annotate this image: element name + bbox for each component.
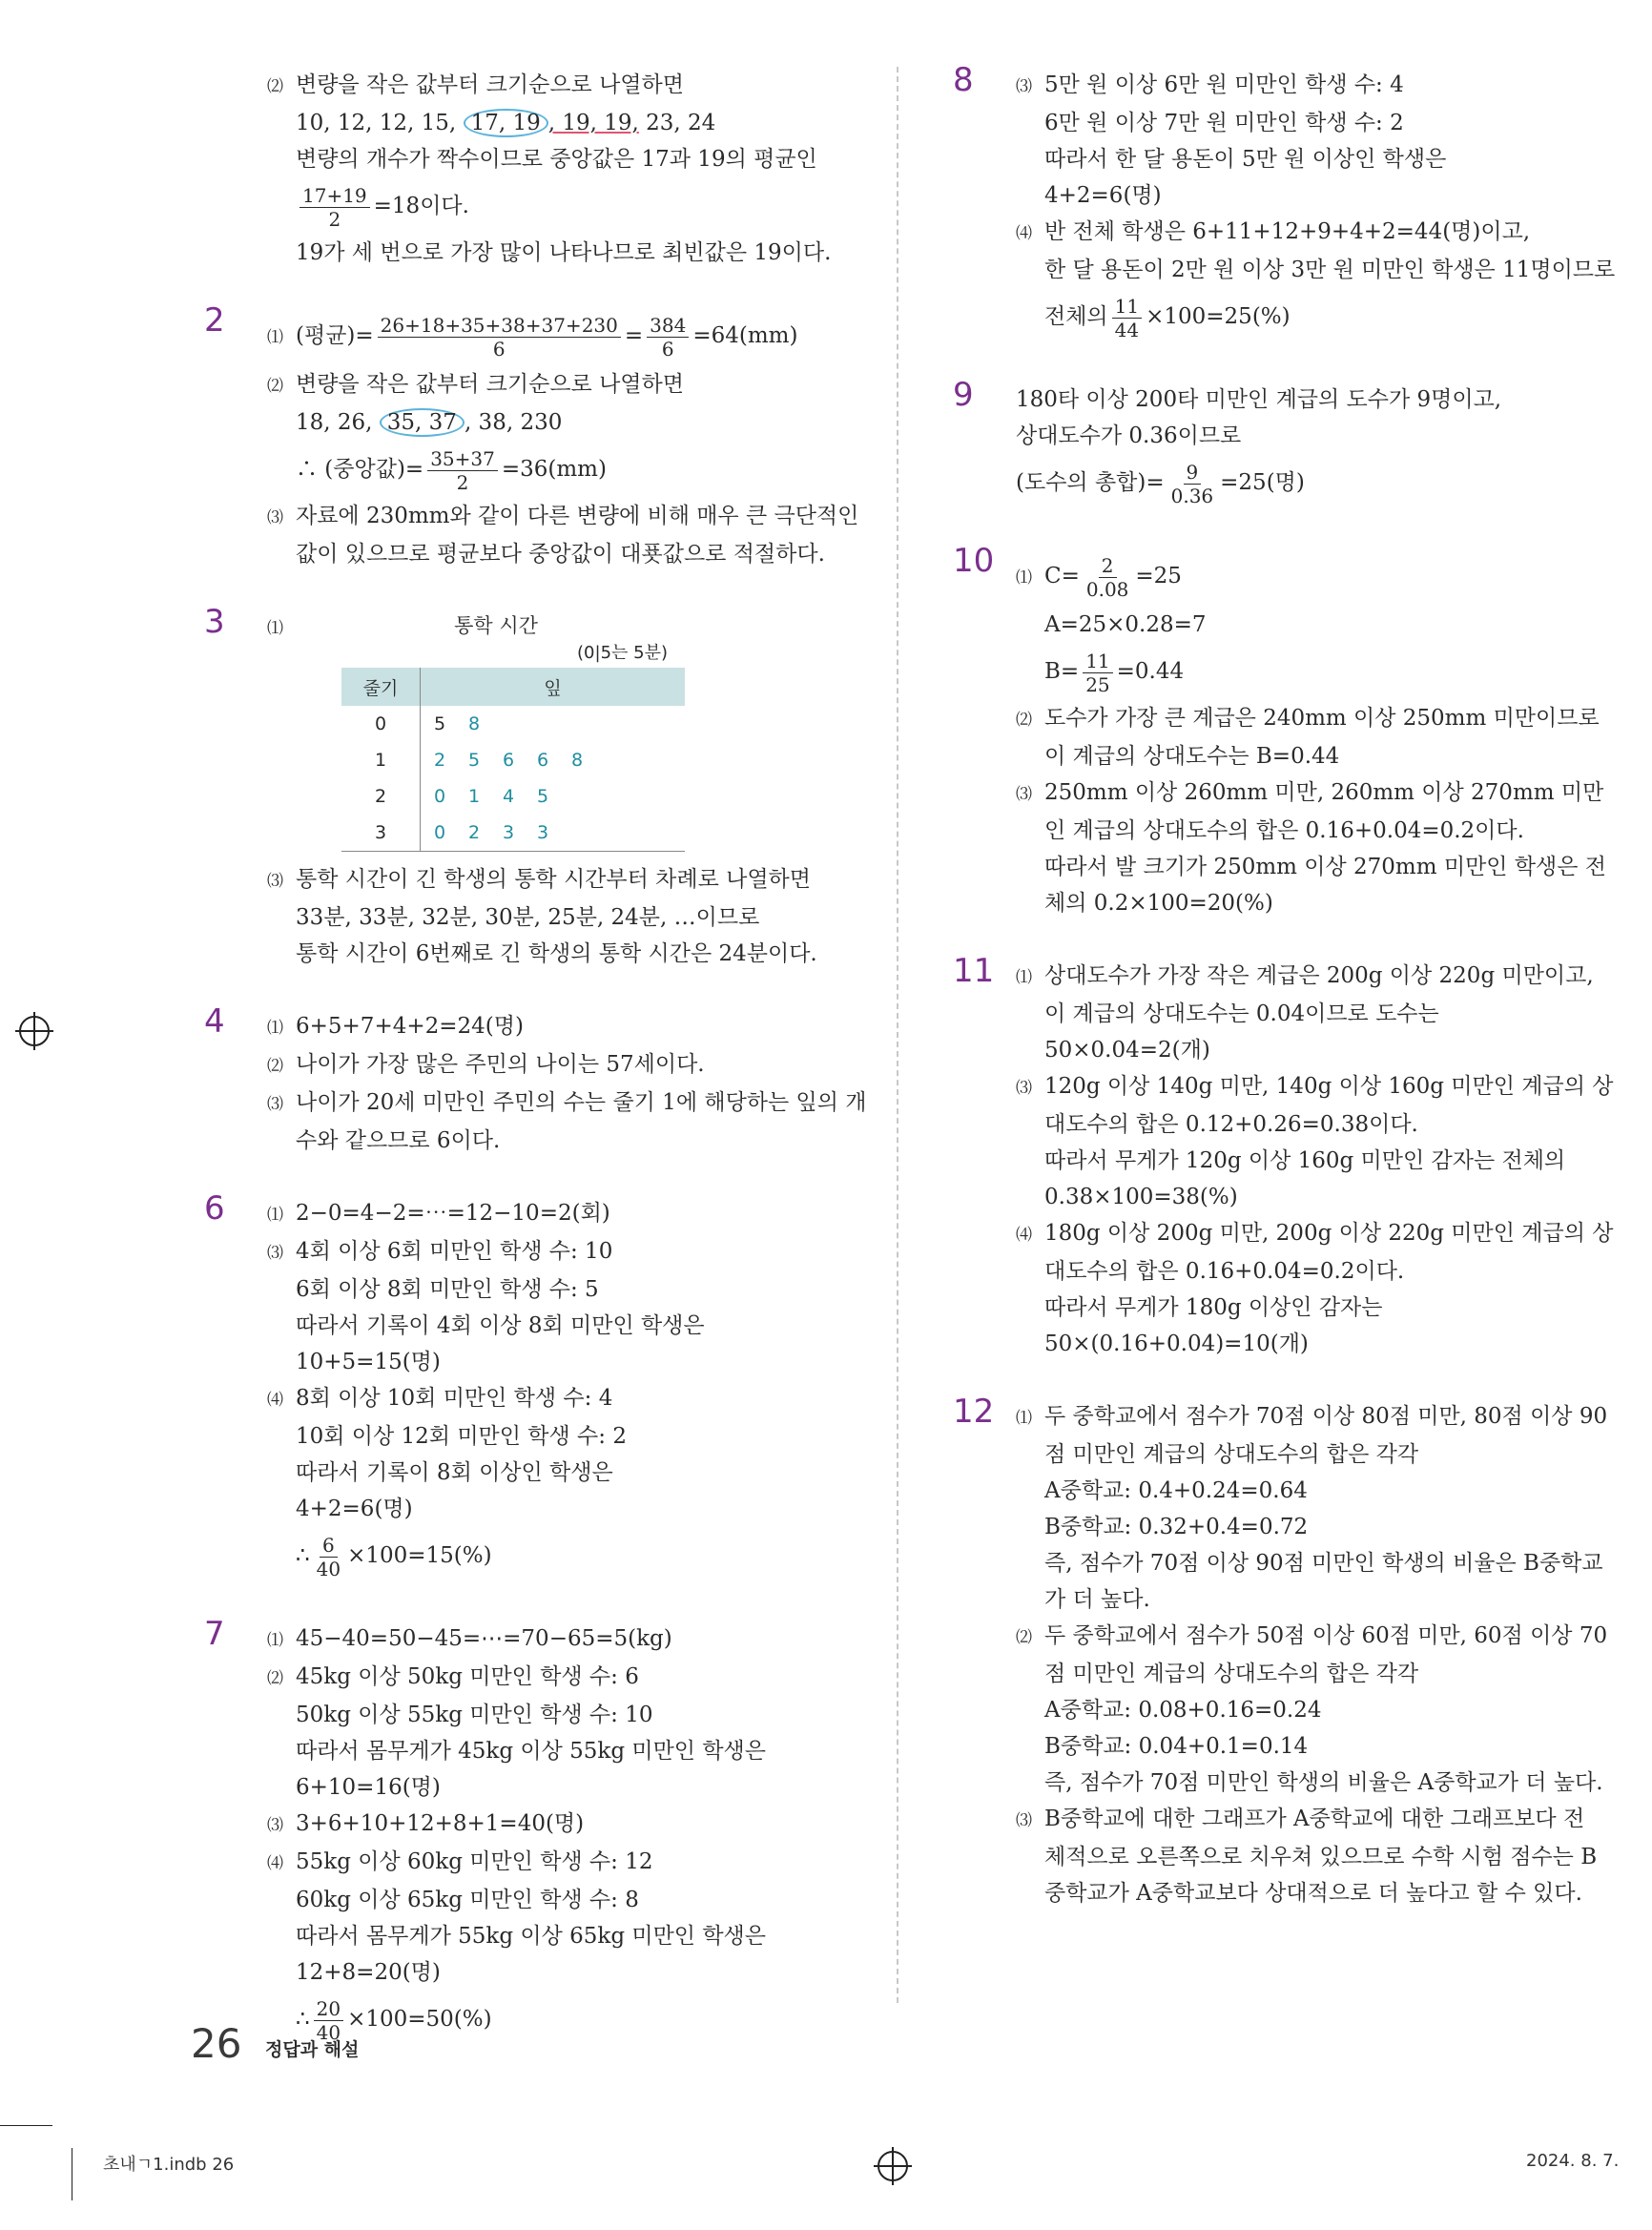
text-line: =25 [1135, 564, 1182, 588]
text-line: 2 [328, 207, 341, 231]
stem-leaf-unit: (0|5는 5분) [577, 643, 668, 663]
text-line: 두 중학교에서 점수가 70점 이상 80점 미만, 80점 이상 90 [1044, 1404, 1608, 1429]
text-line: 2 [1099, 555, 1117, 578]
crop-mark [0, 2125, 52, 2126]
text-line: 6만 원 이상 7만 원 미만인 학생 수: 2 [1044, 111, 1404, 135]
text-line: 5 [468, 750, 481, 771]
text-line: 11 [1083, 650, 1112, 673]
text-line: 따라서 무게가 120g 이상 160g 미만인 감자는 전체의 [1044, 1148, 1566, 1173]
text-line: 45kg 이상 50kg 미만인 학생 수: 6 [296, 1664, 639, 1689]
text-line: ⑴ [1016, 1409, 1032, 1428]
text-line: ⑶ [267, 1244, 283, 1263]
text-line: ⑶ [267, 508, 283, 527]
text-line: 6+10=16(명) [296, 1775, 441, 1800]
text-line: ⑵ [267, 1669, 283, 1688]
text-line: 0.08 [1085, 577, 1129, 601]
section-label: 정답과 해설 [265, 2039, 360, 2060]
text-line: 중학교가 A중학교보다 상대적으로 더 높다고 할 수 있다. [1044, 1881, 1582, 1906]
text-line: ∴ [296, 2007, 310, 2032]
fraction [299, 185, 370, 230]
text-line: 3 [341, 815, 421, 852]
stem-leaf-title: 통학 시간 [454, 614, 538, 637]
text-line: 19가 세 번으로 가장 많이 나타나므로 최빈값은 19이다. [296, 240, 832, 265]
page-number: 26 [191, 2020, 242, 2067]
text-line: ⑶ [267, 1095, 283, 1114]
text-line: 즉, 점수가 70점 이상 90점 미만인 학생의 비율은 B중학교 [1044, 1551, 1603, 1576]
text-line: ⑷ [1016, 224, 1032, 243]
text-line: 2 [434, 750, 446, 771]
text-line: B중학교: 0.32+0.4=0.72 [1044, 1515, 1309, 1539]
problem-7 [204, 1615, 868, 2048]
text-line: 50kg 이상 55kg 미만인 학생 수: 10 [296, 1703, 653, 1727]
text-line: 2 [468, 822, 481, 843]
text-line: 변량을 작은 값부터 크기순으로 나열하면 [296, 72, 684, 97]
text-line: 5 [434, 713, 446, 734]
text-line: 변량을 작은 값부터 크기순으로 나열하면 [296, 372, 684, 397]
text-line: 45−40=50−45=⋯=70−65=5(kg) [296, 1626, 672, 1651]
text-line: 0 [434, 822, 446, 843]
text-line: 체적으로 오른쪽으로 치우쳐 있으므로 수학 시험 점수는 B [1044, 1845, 1598, 1869]
text-line: 통학 시간이 긴 학생의 통학 시간부터 차례로 나열하면 [296, 867, 811, 892]
problem-number: 9 [953, 376, 974, 414]
text-line: 2−0=4−2=⋯=12−10=2(회) [296, 1201, 610, 1226]
text-line: =18이다. [373, 194, 469, 218]
problem-number: 12 [953, 1393, 995, 1431]
text-line: ⑴ [267, 1631, 283, 1650]
text-line: 50×0.04=2(개) [1044, 1038, 1210, 1063]
text-line: 상대도수가 가장 작은 계급은 200g 이상 220g 미만이고, [1044, 963, 1594, 988]
text-line: A중학교: 0.08+0.16=0.24 [1044, 1698, 1322, 1723]
text-line: 10, 12, 12, 15, [296, 111, 457, 135]
file-slug: 초내ㄱ1.indb 26 [103, 2155, 235, 2175]
text-line: 4회 이상 6회 미만인 학생 수: 10 [296, 1239, 613, 1264]
problem-number: 6 [204, 1189, 225, 1228]
text-line: ⑴ [267, 1019, 283, 1038]
text-line: 6 [492, 337, 506, 361]
problem-1-continued [219, 67, 868, 271]
text-line: 9 [1184, 462, 1202, 485]
text-line: 이 계급의 상대도수는 B=0.44 [1044, 744, 1340, 769]
text-line: 17+19 [299, 185, 370, 208]
text-line: ⑶ [1016, 785, 1032, 804]
fraction [1083, 650, 1112, 695]
text-line: 수와 같으므로 6이다. [296, 1128, 501, 1153]
mode-underline: , 19, 19, [547, 111, 639, 135]
text-line: 점 미만인 계급의 상대도수의 합은 각각 [1044, 1442, 1419, 1467]
text-line: 체의 0.2×100=20(%) [1044, 891, 1273, 916]
text-line: 4 [503, 786, 515, 807]
text-line: ×100=50(%) [347, 2007, 492, 2032]
text-line: 12+8=20(명) [296, 1960, 441, 1985]
subpart-marker: ⑵ [267, 77, 283, 96]
problem-number: 2 [204, 301, 225, 340]
text-line: A중학교: 0.4+0.24=0.64 [1044, 1478, 1308, 1503]
text-line: 23, 24 [638, 111, 716, 135]
registration-mark-icon [19, 1016, 50, 1046]
text-line: ⑶ [1016, 77, 1032, 96]
text-line: 1 [468, 786, 481, 807]
text-line: (평균)= [296, 323, 374, 348]
text-line: 25 [1085, 672, 1110, 696]
text-line: 한 달 용돈이 2만 원 이상 3만 원 미만인 학생은 11명이므로 [1044, 258, 1616, 282]
text-line: ⑵ [267, 1057, 283, 1076]
text-line: 0 [434, 786, 446, 807]
text-line: 180타 이상 200타 미만인 계급의 도수가 9명이고, [1016, 387, 1502, 412]
text-line: 도수가 가장 큰 계급은 240mm 이상 250mm 미만이므로 [1044, 706, 1600, 731]
text-line: ⑶ [1016, 1079, 1032, 1098]
text-line: 10+5=15(명) [296, 1350, 441, 1374]
text-line: 6회 이상 8회 미만인 학생 수: 5 [296, 1277, 599, 1302]
text-line: ⑴ [1016, 968, 1032, 987]
text-line: 33분, 33분, 32분, 30분, 25분, 24분, …이므로 [296, 905, 760, 930]
text-line: 두 중학교에서 점수가 50점 이상 60점 미만, 60점 이상 70 [1044, 1623, 1608, 1648]
text-line: 44 [1114, 318, 1140, 341]
fraction [1112, 296, 1142, 341]
problem-8 [953, 61, 1616, 345]
stem-leaf-table [341, 668, 685, 852]
text-line: ∴ (중앙값)= [296, 457, 424, 482]
text-line: 따라서 기록이 8회 이상인 학생은 [296, 1460, 613, 1485]
text-line: ×100=15(%) [347, 1543, 492, 1568]
text-line: 8회 이상 10회 미만인 학생 수: 4 [296, 1386, 613, 1411]
text-line: 따라서 한 달 용돈이 5만 원 이상인 학생은 [1044, 147, 1447, 172]
text-line: 10회 이상 12회 미만인 학생 수: 2 [296, 1424, 627, 1449]
text-line: 40 [316, 1557, 341, 1580]
fraction [647, 315, 689, 360]
text-line: ⑶ [1016, 1811, 1032, 1830]
text-line: 0 [341, 706, 421, 742]
text-line: 5만 원 이상 6만 원 미만인 학생 수: 4 [1044, 72, 1404, 97]
text-line: ⑴ [1016, 568, 1032, 588]
text-line: 40 [316, 2020, 341, 2044]
ordered-values [267, 105, 868, 141]
table-row [341, 778, 685, 815]
text-line: 3+6+10+12+8+1=40(명) [296, 1811, 585, 1836]
text-line: B중학교: 0.04+0.1=0.14 [1044, 1734, 1309, 1759]
text-line: 따라서 몸무게가 55kg 이상 65kg 미만인 학생은 [296, 1924, 766, 1949]
text-line: =25(명) [1220, 470, 1305, 495]
text-line: 전체의 [1044, 304, 1108, 329]
text-line: ⑴ [267, 1206, 283, 1225]
fraction [1168, 462, 1217, 506]
problem-3 [204, 603, 868, 972]
text-line: 통학 시간이 6번째로 긴 학생의 통학 시간은 24분이다. [296, 941, 817, 966]
text-line: ∴ [296, 1543, 310, 1568]
fraction [314, 1535, 343, 1580]
right-column [953, 61, 1616, 1948]
text-line: 상대도수가 0.36이므로 [1016, 423, 1242, 448]
text-line: A=25×0.28=7 [1044, 612, 1207, 637]
header-stem: 줄기 [341, 668, 421, 706]
text-line: (도수의 총합)= [1016, 470, 1165, 495]
text-line: 따라서 몸무게가 45kg 이상 55kg 미만인 학생은 [296, 1739, 766, 1764]
text-line: ⑵ [1016, 1628, 1032, 1647]
problem-9 [953, 376, 1579, 511]
text-line: 2 [456, 470, 469, 494]
text-line: 2 [341, 778, 421, 815]
text-line: 3 [537, 822, 549, 843]
text-line: 나이가 20세 미만인 주민의 수는 줄기 1에 해당하는 잎의 개 [296, 1090, 867, 1115]
problem-4 [204, 1002, 868, 1159]
table-row [341, 742, 685, 778]
text-line: 반 전체 학생은 6+11+12+9+4+2=44(명)이고, [1044, 219, 1531, 244]
text-line: 55kg 이상 60kg 미만인 학생 수: 12 [296, 1849, 653, 1874]
text-line: 나이가 가장 많은 주민의 나이는 57세이다. [296, 1052, 705, 1077]
text-line: 점 미만인 계급의 상대도수의 합은 각각 [1044, 1662, 1419, 1686]
text-line: 0.38×100=38(%) [1044, 1185, 1238, 1209]
problem-10 [953, 542, 1607, 921]
text-line: 따라서 기록이 4회 이상 8회 미만인 학생은 [296, 1313, 705, 1338]
text-line: 60kg 이상 65kg 미만인 학생 수: 8 [296, 1888, 639, 1912]
text-line: ⑴ [267, 328, 283, 347]
text-line: 대도수의 합은 0.12+0.26=0.38이다. [1044, 1112, 1418, 1137]
print-date: 2024. 8. 7. [1526, 2151, 1620, 2171]
text-line: 6 [503, 750, 515, 771]
text-line: ⑵ [267, 377, 283, 396]
text-line: 6 [661, 337, 674, 361]
text-line: 4+2=6(명) [1044, 183, 1162, 208]
text-line: 18, 26, [296, 410, 373, 435]
problem-number: 10 [953, 542, 995, 580]
text-line: 변량의 개수가 짝수이므로 중앙값은 17과 19의 평균인 [296, 147, 817, 172]
table-row [341, 706, 685, 742]
text-line: 가 더 높다. [1044, 1587, 1150, 1612]
text-line: 180g 이상 200g 미만, 200g 이상 220g 미만인 계급의 상 [1044, 1221, 1614, 1246]
text-line: =64(mm) [692, 323, 798, 348]
text-line: 35+37 [427, 448, 498, 471]
registration-mark-icon [878, 2151, 908, 2181]
text-line: 3 [503, 822, 515, 843]
text-line: 즉, 점수가 70점 미만인 학생의 비율은 A중학교가 더 높다. [1044, 1770, 1603, 1795]
problem-12 [953, 1393, 1608, 1911]
text-line: =36(mm) [501, 457, 607, 482]
text-line: ⑷ [1016, 1226, 1032, 1245]
text-line: =0.44 [1116, 659, 1185, 684]
problem-6 [204, 1189, 868, 1584]
text-line: ⑷ [267, 1391, 283, 1410]
problem-11 [953, 952, 1614, 1362]
problem-number: 11 [953, 952, 995, 990]
text-line: 4+2=6(명) [296, 1497, 413, 1521]
problem-number: 7 [204, 1615, 225, 1653]
text-line: 대도수의 합은 0.16+0.04=0.2이다. [1044, 1259, 1405, 1284]
text-line: 6+5+7+4+2=24(명) [296, 1014, 524, 1039]
fraction-line [267, 177, 868, 235]
fraction [427, 448, 498, 493]
median-pair-circle: 17, 19 [464, 109, 548, 137]
text-line: 50×(0.16+0.04)=10(개) [1044, 1332, 1309, 1356]
text-line: ⑶ [267, 1816, 283, 1835]
column-divider [897, 67, 898, 2003]
fraction [378, 315, 621, 360]
text-line: 8 [571, 750, 584, 771]
text-line: 값이 있으므로 평균보다 중앙값이 대푯값으로 적절하다. [296, 542, 825, 567]
text-line: 11 [1112, 296, 1142, 319]
text-line: C= [1044, 564, 1080, 588]
text-line: 26+18+35+38+37+230 [378, 315, 621, 338]
text-line: 1 [341, 742, 421, 778]
text-line: 250mm 이상 260mm 미만, 260mm 이상 270mm 미만 [1044, 780, 1604, 805]
text-line: 5 [537, 786, 549, 807]
text-line: ⑶ [267, 872, 283, 891]
text-line: 6 [320, 1535, 338, 1558]
text-line: ×100=25(%) [1146, 304, 1291, 329]
text-line: B중학교에 대한 그래프가 A중학교에 대한 그래프보다 전 [1044, 1807, 1585, 1831]
left-column [204, 67, 868, 2084]
text-line: 6 [537, 750, 549, 771]
text-line: 0.36 [1170, 484, 1214, 507]
text-line: = [624, 323, 644, 348]
text-line: 따라서 무게가 180g 이상인 감자는 [1044, 1295, 1383, 1320]
header-leaf: 잎 [421, 668, 686, 706]
text-line: B= [1044, 659, 1080, 684]
problem-number: 3 [204, 603, 225, 641]
text-line: 120g 이상 140g 미만, 140g 이상 160g 미만인 계급의 상 [1044, 1074, 1614, 1099]
text-line: 20 [314, 1998, 343, 2021]
text-line: ⑵ [1016, 711, 1032, 730]
table-row [341, 815, 685, 852]
fraction [1084, 555, 1132, 600]
text-line: 이 계급의 상대도수는 0.04이므로 도수는 [1044, 1001, 1439, 1026]
problem-number: 4 [204, 1002, 225, 1041]
text-line: 인 계급의 상대도수의 합은 0.16+0.04=0.2이다. [1044, 818, 1524, 843]
text-line: ⑴ [267, 619, 283, 638]
problem-2 [204, 301, 868, 572]
text-line: 자료에 230mm와 같이 다른 변량에 비해 매우 큰 극단적인 [296, 504, 859, 528]
text-line: 384 [647, 315, 689, 338]
text-line: 8 [468, 713, 481, 734]
text-line: 따라서 발 크기가 250mm 이상 270mm 미만인 학생은 전 [1044, 855, 1607, 879]
text-line: , 38, 230 [464, 410, 563, 435]
median-pair-circle: 35, 37 [380, 408, 465, 437]
text-line: ⑷ [267, 1854, 283, 1873]
problem-number: 8 [953, 61, 974, 99]
